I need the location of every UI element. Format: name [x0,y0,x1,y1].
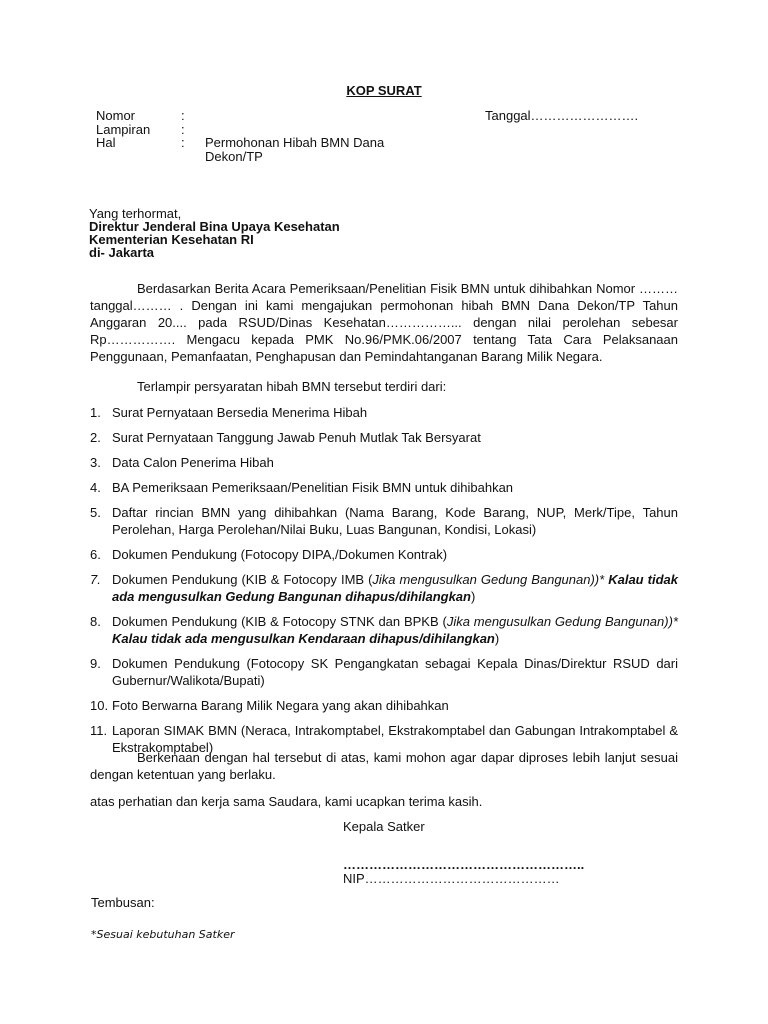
list-item-text-italic: Jika mengusulkan Gedung Bangunan))* [446,614,678,629]
recipient-address [89,207,340,259]
list-item [90,571,678,605]
list-item-number: 5. [90,505,101,520]
list-item [90,697,678,714]
hal-value [205,134,405,165]
list-item-text: Foto Berwarna Barang Milik Negara yang akan dihibahkan [112,698,449,713]
closing-paragraph-block [90,749,678,783]
list-item [90,429,678,446]
closing-paragraph: Berkenaan dengan hal tersebut di atas, kami mohon agar dapar diproses lebih lanjut sesuai dengan ketentuan yang berlaku. [90,750,678,782]
list-item [90,613,678,647]
thanks-line: atas perhatian dan kerja sama Saudara, kami ucapkan terima kasih. [90,794,483,809]
recipient-line-1: Direktur Jenderal Bina Upaya Kesehatan [89,219,340,234]
list-item [90,479,678,496]
lampiran-colon: : [181,122,185,137]
body-paragraph: Berdasarkan Berita Acara Pemeriksaan/Penelitian Fisik BMN untuk dihibahkan Nomor ………tanggal……… . Dengan ini kami mengajukan permohonan hibah BMN Dana Dekon/TP Tahun Anggaran 20.... pada RSUD/Dinas Kesehatan……………... dengan nilai perolehan sebesar Rp……………. Mengacu kepada PMK No.96/PMK.06/2007 tentang Tata Cara Pelaksanaan Penggunaan, Pemanfaatan, Penghapusan dan Pemindahtanganan Barang Milik Negara. [90,281,678,364]
list-item-number: 10. [90,698,109,713]
list-item-text: Surat Pernyataan Tanggung Jawab Penuh Mutlak Tak Bersyarat [112,430,481,445]
list-item-number: 9. [90,656,101,671]
list-item-text-bold: Kalau tidak ada mengusulkan Kendaraan dihapus/dihilangkan [112,631,495,646]
list-item-number: 2. [90,430,101,445]
list-item-text-plain: Dokumen Pendukung (KIB & Fotocopy STNK dan BPKB ( [112,614,447,629]
list-item-text [112,614,678,646]
hal-row [96,134,426,168]
list-item-text-plain: Dokumen Pendukung (KIB & Fotocopy IMB ( [112,572,373,587]
list-item-text: Laporan SIMAK BMN (Neraca, Intrakomptabel, Ekstrakomptabel dan Gabungan Intrakomptabel & Ekstrakomptabel) [112,723,678,755]
tanggal-field: Tanggal……………………. [485,108,639,123]
hal-value-line1: Permohonan Hibah BMN Dana [205,135,385,150]
nomor-label: Nomor [96,108,136,123]
hal-colon: : [181,135,185,150]
letterhead-title: KOP SURAT [346,83,422,98]
lampiran-label: Lampiran [96,122,151,137]
nomor-colon: : [181,108,185,123]
list-item-text: Dokumen Pendukung (Fotocopy DIPA,/Dokumen Kontrak) [112,547,448,562]
list-item-number: 1. [90,405,101,420]
list-item-text-end: ) [470,589,476,604]
nip-field: NIP……………………………………… [343,871,560,886]
footnote: *Sesuai kebutuhan Satker [91,928,235,941]
list-item-number: 7. [90,572,101,587]
list-item-text: Daftar rincian BMN yang dihibahkan (Nama Barang, Kode Barang, NUP, Merk/Tipe, Tahun Perolehan, Harga Perolehan/Nilai Buku, Luas Bangunan, Kondisi, Lokasi) [112,505,678,537]
list-item-text: Surat Pernyataan Bersedia Menerima Hibah [112,405,368,420]
hal-value-line2: Dekon/TP [205,149,263,164]
recipient-line-2: Kementerian Kesehatan RI [89,232,254,247]
requirements-list [90,404,678,764]
list-item-number: 3. [90,455,101,470]
list-item [90,504,678,538]
recipient-line-3: di- Jakarta [89,245,155,260]
hal-label: Hal [96,135,116,150]
body-paragraph-block [90,280,678,365]
signature-line: ……………………………………………….. [343,857,585,872]
list-item-text: BA Pemeriksaan Pemeriksaan/Penelitian Fisik BMN untuk dihibahkan [112,480,514,495]
list-item [90,404,678,421]
list-item-text-end: ) [494,631,500,646]
greeting: Yang terhormat, [89,206,182,221]
attachment-intro-block [90,378,678,395]
list-item-text-italic: Jika mengusulkan Gedung Bangunan))* [372,572,605,587]
attachment-intro: Terlampir persyaratan hibah BMN tersebut terdiri dari: [137,379,447,394]
list-item-number: 4. [90,480,101,495]
list-item-number: 6. [90,547,101,562]
list-item-text [112,572,678,604]
list-item-text: Data Calon Penerima Hibah [112,455,274,470]
list-item-text-bold: Kalau tidak ada mengusulkan Gedung Bangunan dihapus/dihilangkan [112,572,678,604]
list-item [90,546,678,563]
tembusan-label: Tembusan: [91,895,155,910]
list-item [90,655,678,689]
list-item-number: 8. [90,614,101,629]
list-item-text: Dokumen Pendukung (Fotocopy SK Pengangkatan sebagai Kepala Dinas/Direktur RSUD dari Gubernur/Walikota/Bupati) [112,656,678,688]
list-item [90,454,678,471]
signer-title: Kepala Satker [343,819,425,834]
list-item-number: 11. [90,723,108,738]
